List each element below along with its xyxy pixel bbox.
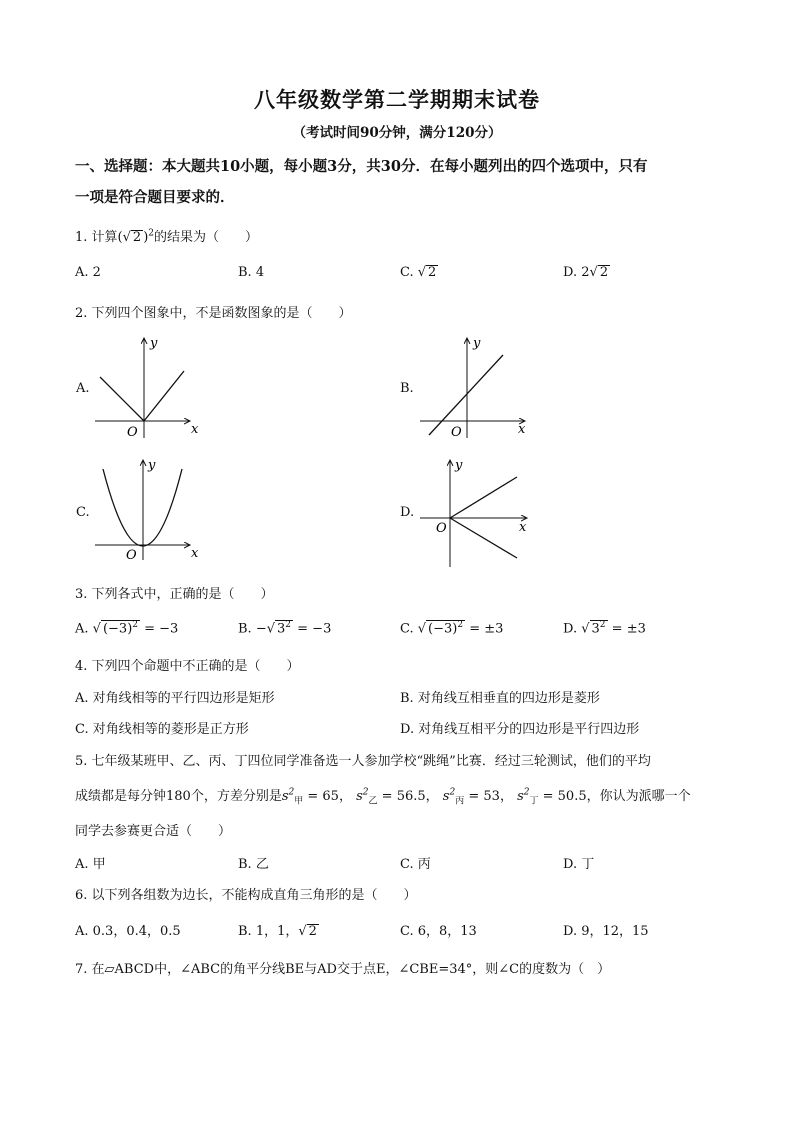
exam-info: （考试时间90分钟，满分120分） — [292, 125, 502, 141]
q1-option-d-coef: 2 — [581, 265, 590, 280]
q2-option-b[interactable]: B. — [400, 381, 414, 396]
q2-option-a[interactable]: A. — [76, 381, 90, 396]
q4-option-d[interactable]: D. 对角线互相平分的四边形是平行四边形 — [400, 722, 640, 737]
q2-option-d[interactable]: D. — [400, 505, 415, 520]
question-5-line3: 同学去参赛更合适（ ） — [75, 824, 232, 839]
question-1-prefix: 1. 计算 — [75, 230, 118, 245]
q3-c-radicand: (−3) — [428, 621, 458, 637]
q1-option-a[interactable]: A. 2 — [75, 265, 101, 280]
q6-option-b[interactable]: B. 1，1，√ 2 — [238, 924, 317, 939]
q4-option-b[interactable]: B. 对角线互相垂直的四边形是菱形 — [400, 691, 600, 706]
q1-option-c-label: C. — [400, 265, 414, 280]
question-4: 4. 下列四个命题中不正确的是（ ） — [75, 659, 300, 674]
q3-a-radicand: (−3) — [102, 621, 133, 637]
q5-option-a[interactable]: A. 甲 — [75, 857, 106, 872]
question-1-expression: (√ 2 )$^2$ — [117, 228, 154, 245]
q5-option-d[interactable]: D. 丁 — [563, 857, 595, 872]
q6-option-c[interactable]: C. 6，8，13 — [400, 924, 477, 939]
graph-line — [450, 477, 517, 518]
q6-option-b-label: B. 1，1， — [238, 924, 299, 939]
x-label: x — [519, 520, 527, 535]
q3-option-d[interactable]: D. √ $3^2 = \pm 3$ — [563, 620, 646, 637]
q3-option-c-label: C. — [400, 621, 414, 637]
q1-option-d[interactable]: D. 2√ 2 — [563, 265, 609, 280]
graph-line — [450, 518, 517, 558]
question-3: 3. 下列各式中，正确的是（ ） — [75, 587, 274, 602]
q3-option-d-label: D. — [563, 621, 578, 637]
q3-option-c[interactable]: C. √ $(-3)^2 = \pm 3$ — [400, 620, 504, 637]
q1-option-c[interactable]: C. √ 2 — [400, 265, 437, 280]
graph-b — [415, 333, 540, 443]
graph-line — [100, 377, 144, 421]
variance-bing: $s^2_丙 = 53$ — [442, 787, 500, 807]
q3-option-a[interactable]: A. √ $(-3)^2 = -3$ — [75, 620, 179, 637]
variance-ding: $s^2_丁 = 50.5$ — [517, 787, 587, 807]
q3-d-rhs: = ±3 — [611, 621, 646, 637]
origin-label: O — [126, 548, 137, 563]
page-title: 八年级数学第二学期期末试卷 — [254, 87, 540, 112]
q4-option-a[interactable]: A. 对角线相等的平行四边形是矩形 — [75, 691, 275, 706]
question-1-suffix: 的结果为（ ） — [154, 230, 259, 245]
question-1 — [75, 226, 258, 245]
q3-option-b-label: B. — [238, 621, 252, 637]
graph-d — [415, 455, 540, 570]
q6-option-a[interactable]: A. 0.3，0.4，0.5 — [75, 924, 181, 939]
origin-label: O — [451, 425, 462, 440]
q1-option-b[interactable]: B. 4 — [238, 265, 265, 280]
q2-option-c[interactable]: C. — [76, 505, 90, 520]
q3-option-b[interactable]: B. −√ $3^2 = -3$ — [238, 620, 332, 637]
section-heading-line1: 一、选择题：本大题共10小题，每小题3分，共30分．在每小题列出的四个选项中，只有 — [75, 158, 648, 175]
q3-a-rhs: = −3 — [144, 621, 179, 637]
origin-label: O — [436, 521, 447, 536]
question-5-line1: 5. 七年级某班甲、乙、丙、丁四位同学准备选一人参加学校“跳绳”比赛．经过三轮测试，他们的平均 — [75, 754, 651, 769]
origin-label: O — [127, 425, 138, 440]
graph-a — [90, 333, 210, 443]
q4-option-c[interactable]: C. 对角线相等的菱形是正方形 — [75, 722, 249, 737]
q1-option-d-label: D. — [563, 265, 578, 280]
question-5-line2: 成绩都是每分钟180个，方差分别是$s^2_甲 = 65$， $s^2_乙 = 56.5$， $s^2_丙 = 53$， $s^2_丁 = 50.5$，你认为派哪一个 — [75, 787, 691, 807]
variance-jia: $s^2_甲 = 65$ — [281, 787, 339, 807]
question-7: 7. 在▱ABCD中，∠ABC的角平分线BE与AD交于点E，∠CBE=34°，则∠C的度数为（ ） — [75, 962, 611, 977]
y-label: y — [455, 458, 463, 473]
question-6: 6. 以下列各组数为边长，不能构成直角三角形的是（ ） — [75, 888, 417, 903]
graph-line — [144, 371, 184, 421]
graph-line — [429, 355, 503, 435]
variance-yi: $s^2_乙 = 56.5$ — [356, 787, 426, 807]
graph-c — [90, 455, 210, 565]
x-label: x — [191, 422, 199, 437]
question-2: 2. 下列四个图象中，不是函数图象的是（ ） — [75, 306, 352, 321]
q3-option-a-label: A. — [75, 621, 89, 637]
q5-line2-end: ，你认为派哪一个 — [586, 789, 691, 804]
q3-c-rhs: = ±3 — [469, 621, 504, 637]
section-heading-line2: 一项是符合题目要求的． — [75, 189, 235, 206]
x-label: x — [518, 422, 526, 437]
q5-option-c[interactable]: C. 丙 — [400, 857, 431, 872]
x-label: x — [191, 546, 199, 561]
y-label: y — [150, 336, 158, 351]
q6-option-d[interactable]: D. 9，12，15 — [563, 924, 649, 939]
q5-line2-start: 成绩都是每分钟180个，方差分别是 — [75, 789, 282, 804]
q3-b-rhs: = −3 — [297, 621, 332, 637]
y-label: y — [148, 458, 156, 473]
y-label: y — [473, 336, 481, 351]
q5-option-b[interactable]: B. 乙 — [238, 857, 269, 872]
